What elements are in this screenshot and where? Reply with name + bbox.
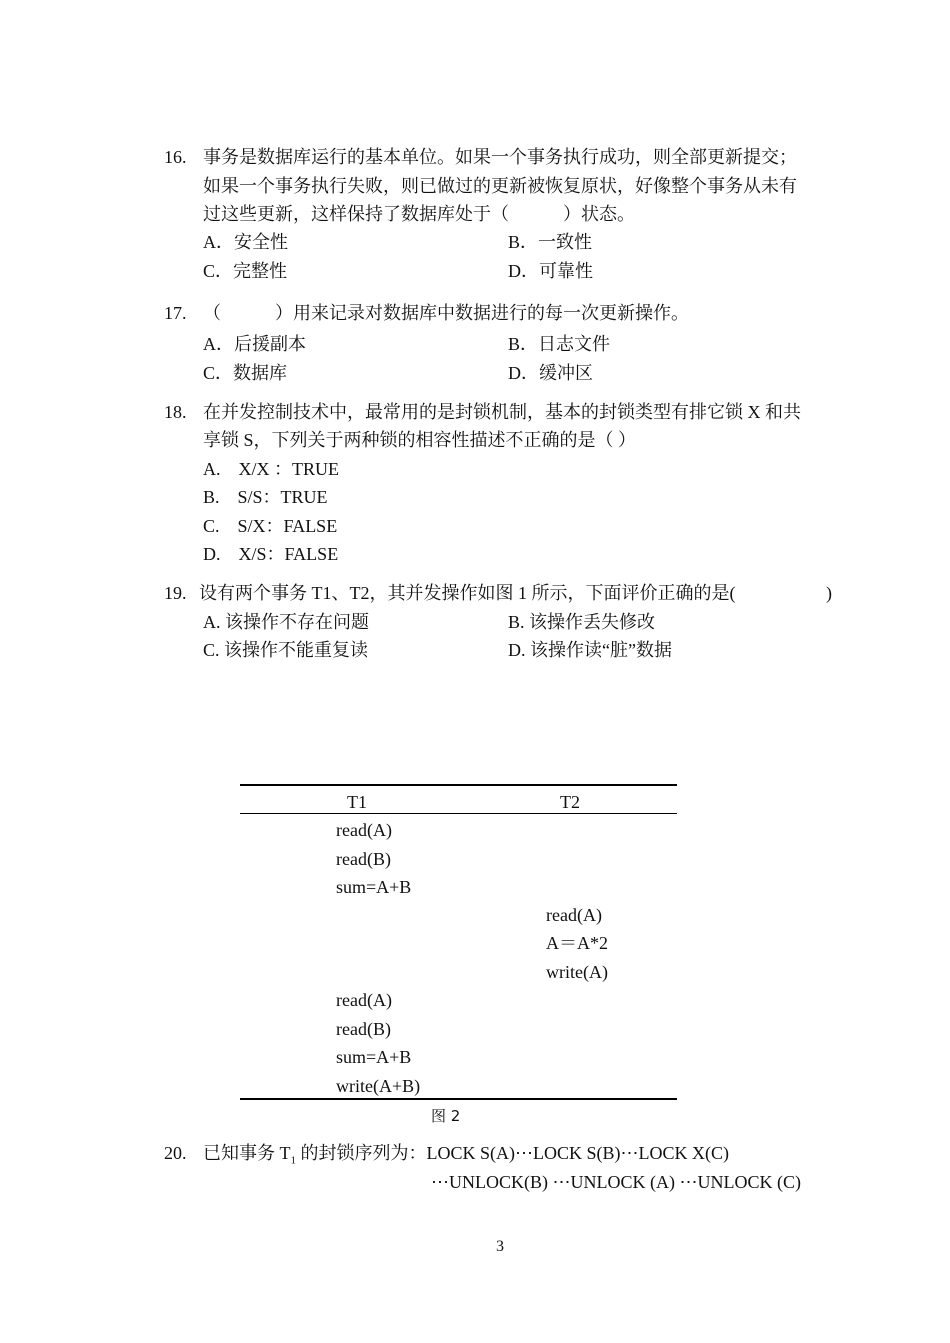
- t1-operation: read(A): [336, 820, 392, 840]
- option-a: A. 该操作不存在问题: [203, 612, 369, 632]
- t1-operation: read(B): [336, 1019, 391, 1039]
- question-text-line: 设有两个事务 T1、T2，其并发操作如图 1 所示，下面评价正确的是(: [199, 583, 736, 603]
- t1-operation: write(A+B): [336, 1076, 421, 1096]
- option-b: B. S/S：TRUE: [203, 487, 328, 507]
- t1-operation: read(A): [336, 990, 392, 1010]
- t2-operation: read(A): [546, 905, 602, 925]
- answer-bracket-close: ): [826, 583, 832, 603]
- option-b: B．日志文件: [508, 334, 611, 354]
- option-d: D．可靠性: [508, 261, 593, 281]
- option-b: B．一致性: [508, 232, 593, 252]
- option-d: D．缓冲区: [508, 363, 593, 383]
- question-text-line: 过这些更新，这样保持了数据库处于（ ）状态。: [203, 204, 635, 224]
- question-number: 17.: [164, 303, 187, 323]
- page-number: 3: [496, 1238, 504, 1255]
- option-c: C. 该操作不能重复读: [203, 640, 369, 660]
- t2-operation: write(A): [546, 962, 608, 982]
- question-text-suffix: 的封锁序列为：LOCK S(A)⋯LOCK S(B)⋯LOCK X(C): [296, 1143, 729, 1163]
- table-header-rule: [240, 813, 677, 814]
- question-number: 18.: [164, 402, 187, 422]
- table-header-t2: T2: [560, 792, 580, 812]
- table-top-rule: [240, 784, 677, 786]
- transaction-subscript: 1: [290, 1154, 296, 1167]
- t2-operation: A＝A*2: [546, 933, 608, 953]
- question-text-line: 事务是数据库运行的基本单位。如果一个事务执行成功，则全部更新提交；: [203, 147, 797, 167]
- question-text-line: [203, 1142, 729, 1172]
- table-header-t1: T1: [347, 792, 367, 812]
- option-d: D. 该操作读“脏”数据: [508, 640, 672, 660]
- option-b: B. 该操作丢失修改: [508, 612, 656, 632]
- t1-operation: sum=A+B: [336, 877, 412, 897]
- question-text-prefix: 已知事务 T: [203, 1143, 291, 1163]
- option-c: C．完整性: [203, 261, 288, 281]
- figure-caption: 图 2: [431, 1107, 461, 1125]
- option-a: A. X/X ：TRUE: [203, 459, 339, 479]
- t1-operation: read(B): [336, 849, 391, 869]
- question-text-line: 在并发控制技术中，最常用的是封锁机制，基本的封锁类型有排它锁 X 和共: [203, 402, 801, 422]
- option-a: A．后援副本: [203, 334, 306, 354]
- option-d: D. X/S：FALSE: [203, 544, 339, 564]
- question-number: 20.: [164, 1143, 187, 1163]
- question-number: 19.: [164, 583, 187, 603]
- question-number: 16.: [164, 147, 187, 167]
- question-text-line: ⋯UNLOCK(B) ⋯UNLOCK (A) ⋯UNLOCK (C): [431, 1172, 801, 1192]
- option-a: A．安全性: [203, 232, 288, 252]
- t1-operation: sum=A+B: [336, 1047, 412, 1067]
- question-text-line: 如果一个事务执行失败，则已做过的更新被恢复原状，好像整个事务从未有: [203, 176, 797, 196]
- question-text-line: 享锁 S，下列关于两种锁的相容性描述不正确的是（ ）: [203, 430, 637, 450]
- table-bottom-rule: [240, 1098, 677, 1100]
- question-text-line: （ ）用来记录对数据库中数据进行的每一次更新操作。: [203, 303, 689, 323]
- option-c: C. S/X：FALSE: [203, 516, 338, 536]
- option-c: C．数据库: [203, 363, 288, 383]
